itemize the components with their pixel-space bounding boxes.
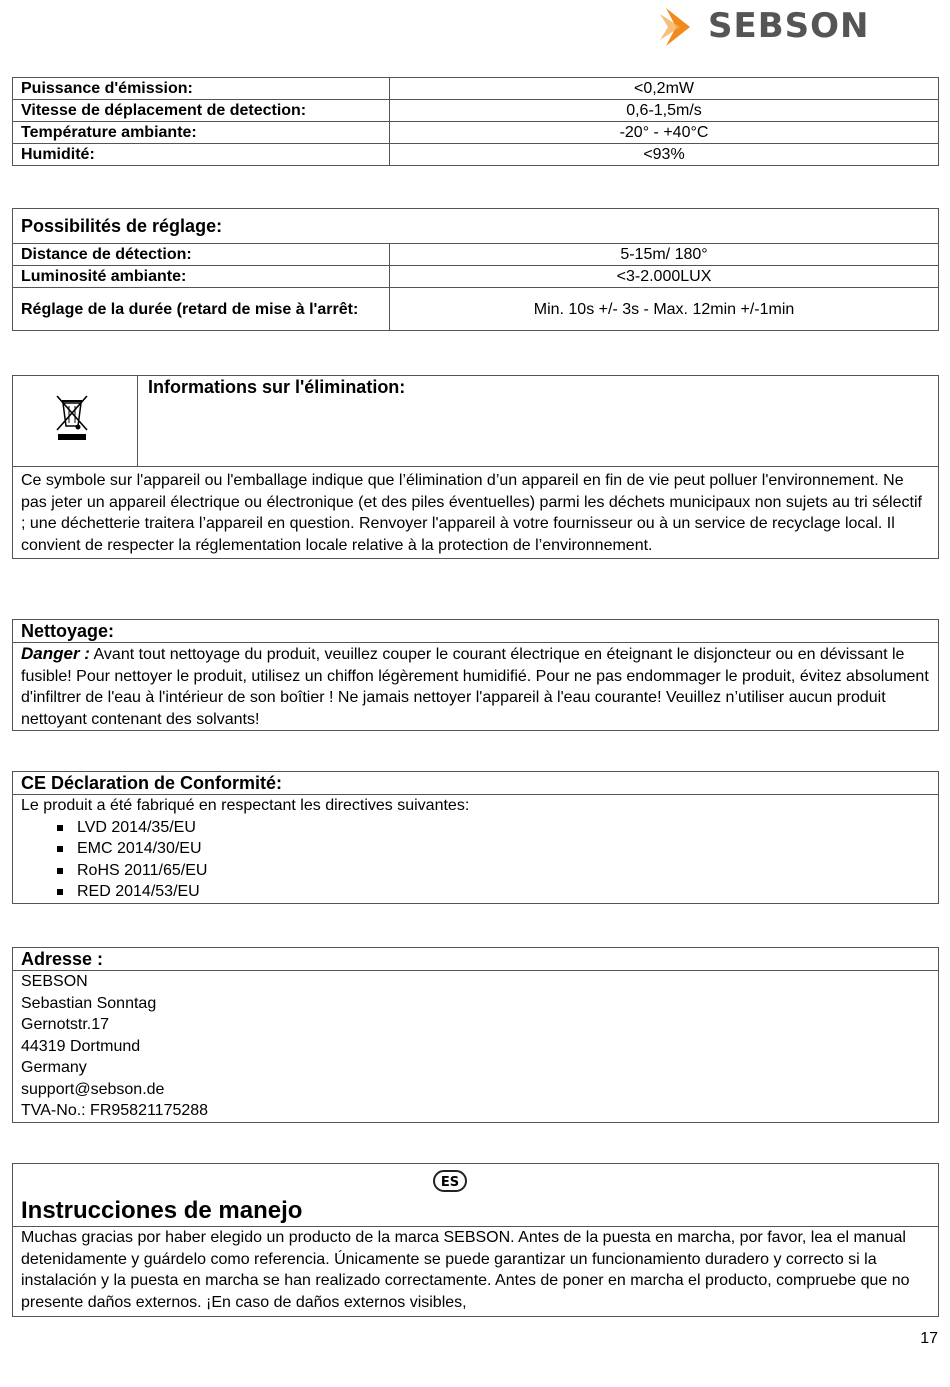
table-row	[13, 122, 939, 144]
sebson-logo	[660, 6, 880, 46]
setting-label: Réglage de la durée (retard de mise à l'arrêt:	[13, 288, 390, 331]
list-item: EMC 2014/30/EU	[57, 838, 938, 860]
settings-table	[12, 208, 939, 331]
spanish-section	[12, 1163, 939, 1317]
table-row	[13, 244, 939, 266]
cleaning-body: Avant tout nettoyage du produit, veuillez couper le courant électrique en éteignant le disjoncteur ou en dévissant le fusible! Pour nettoyer le produit, utilisez un chiffon légèrement humidifié. Pour ne pas endommager le produit, évitez absolument d'infiltrer de l'eau à l'intérieur de son boîtier ! Ne jamais nettoyer l'appareil à l'eau courante! Veuillez n’utiliser aucun produit nettoyant contenant des solvants!	[21, 646, 929, 728]
table-row	[13, 100, 939, 122]
spanish-text: Muchas gracias por haber elegido un producto de la marca SEBSON. Antes de la puesta en marcha, por favor, lea el manual detenidamente y guárdelo como referencia. Únicamente se puede garantizar un funcionamiento duradero y correcto si la instalación y la puesta en marcha se han realizado correctamente. Antes de poner en marcha el producto, compruebe que no presente daños externos. ¡En caso de daños externos visibles,	[21, 1229, 910, 1311]
cleaning-title: Nettoyage:	[13, 620, 938, 643]
address-section	[12, 947, 939, 1123]
spec-value: <93%	[390, 144, 939, 166]
danger-label: Danger :	[21, 644, 90, 663]
address-title: Adresse :	[13, 948, 938, 971]
table-row	[13, 144, 939, 166]
list-item: RED 2014/53/EU	[57, 881, 938, 903]
spec-label: Humidité:	[13, 144, 390, 166]
address-vat: TVA-No.: FR95821175288	[21, 1102, 209, 1119]
address-line: Gernotstr.17	[21, 1016, 110, 1033]
table-row	[13, 266, 939, 288]
spec-value: <0,2mW	[390, 78, 939, 100]
address-email: support@sebson.de	[21, 1080, 165, 1098]
settings-title: Possibilités de réglage:	[13, 209, 939, 244]
spec-label: Puissance d'émission:	[13, 78, 390, 100]
setting-label: Distance de détection:	[13, 244, 390, 266]
address-line: Sebastian Sonntag	[21, 994, 157, 1012]
weee-bin-icon	[13, 376, 138, 466]
setting-label: Luminosité ambiante:	[13, 266, 390, 288]
spec-label: Température ambiante:	[13, 122, 390, 144]
address-line: SEBSON	[21, 973, 88, 990]
address-line: 44319 Dortmund	[21, 1037, 141, 1055]
list-item: LVD 2014/35/EU	[57, 817, 938, 839]
table-row	[13, 209, 939, 244]
spec-value: -20° - +40°C	[390, 122, 939, 144]
disposal-text: Ce symbole sur l'appareil ou l'emballage indique que l’élimination d’un appareil en fin de vie peut polluer l'environnement. Ne pas jeter un appareil électrique ou électronique (et des piles éventuelles) parmi les déchets municipaux non sujets au tri sélectif ; une déchetterie traitera l’appareil en question. Renvoyer l'appareil à votre fournisseur ou à un service de recyclage local. Il convient de respecter la réglementation locale relative à la protection de l’environnement.	[21, 472, 922, 554]
table-row	[13, 288, 939, 331]
specs-table	[12, 77, 939, 166]
spec-value: 0,6-1,5m/s	[390, 100, 939, 122]
chevron-logo-icon	[660, 8, 704, 46]
spec-label: Vitesse de déplacement de detection:	[13, 100, 390, 122]
cleaning-section	[12, 619, 939, 731]
ce-section	[12, 771, 939, 904]
page-number: 17	[920, 1330, 938, 1347]
disposal-section	[12, 375, 939, 559]
disposal-title: Informations sur l'élimination:	[148, 377, 406, 397]
address-line: Germany	[21, 1059, 87, 1076]
spanish-title: Instrucciones de manejo	[13, 1196, 938, 1227]
es-language-badge: ES	[433, 1170, 467, 1192]
cleaning-text	[13, 643, 938, 730]
list-item: RoHS 2011/65/EU	[57, 860, 938, 882]
setting-value: Min. 10s +/- 3s - Max. 12min +/-1min	[390, 288, 939, 331]
logo-text: SEBSON	[708, 6, 870, 46]
directives-list	[13, 817, 938, 903]
ce-intro: Le produit a été fabriqué en respectant les directives suivantes:	[21, 797, 470, 814]
setting-value: 5-15m/ 180°	[390, 244, 939, 266]
table-row	[13, 78, 939, 100]
setting-value: <3-2.000LUX	[390, 266, 939, 288]
ce-title: CE Déclaration de Conformité:	[13, 772, 938, 795]
